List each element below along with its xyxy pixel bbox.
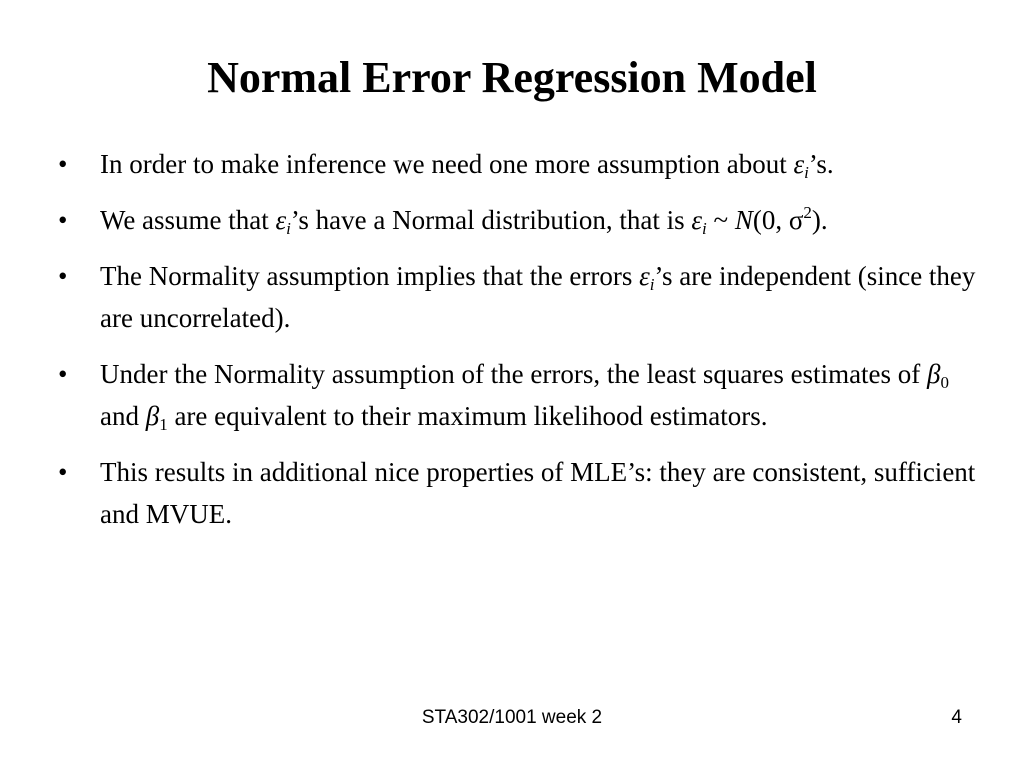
subscript-i: i: [804, 163, 809, 182]
bullet-marker: •: [58, 261, 68, 291]
subscript-0: 0: [940, 373, 949, 392]
bullet-item-mle-properties: [58, 451, 978, 535]
text-segment: are equivalent to their maximum likelihood estimators.: [167, 401, 768, 431]
bullet-text: [100, 143, 978, 185]
bullet-item-inference-assumption: [58, 143, 978, 185]
bullet-text: This results in additional nice properties of MLE’s: they are consistent, sufficient and MVUE.: [100, 457, 976, 529]
slide-title: Normal Error Regression Model: [207, 53, 817, 102]
text-segment: ~: [706, 205, 735, 235]
footer-page-number: 4: [951, 707, 962, 728]
bullet-item-least-squares: [58, 353, 978, 437]
epsilon-symbol: ε: [793, 149, 805, 179]
bullet-text: [100, 255, 978, 339]
text-segment: In order to make inference we need one more assumption about: [100, 149, 794, 179]
subscript-i: i: [702, 219, 707, 238]
bullet-item-independence: [58, 255, 978, 339]
beta-symbol: β: [927, 359, 941, 389]
text-segment: and: [100, 401, 146, 431]
bullet-marker: •: [58, 205, 68, 235]
text-segment: ’s are independent (since they are uncorrelated).: [100, 261, 976, 333]
bullet-text: [100, 199, 978, 241]
epsilon-symbol: ε: [691, 205, 702, 235]
text-segment: (0, σ: [752, 205, 804, 235]
text-segment: Under the Normality assumption of the errors, the least squares estimates of: [100, 359, 928, 389]
bullet-marker: •: [58, 359, 68, 389]
bullet-marker: •: [58, 149, 68, 179]
epsilon-symbol: ε: [275, 205, 287, 235]
text-segment: ’s have a Normal distribution, that is: [290, 205, 692, 235]
text-segment: The Normality assumption implies that the errors: [100, 261, 640, 291]
text-segment: ).: [811, 205, 828, 235]
subscript-i: i: [649, 275, 655, 294]
footer-course-label: STA302/1001 week 2: [421, 707, 603, 728]
bullet-list: [58, 143, 978, 549]
subscript-1: 1: [159, 415, 168, 434]
bullet-item-normal-distribution: [58, 199, 978, 241]
text-segment: We assume that: [100, 205, 276, 235]
subscript-i: i: [286, 219, 291, 238]
text-segment: ’s.: [808, 149, 834, 179]
bullet-text: [100, 353, 978, 437]
epsilon-symbol: ε: [639, 261, 650, 291]
normal-symbol: N: [734, 205, 753, 235]
superscript-2: 2: [803, 203, 812, 222]
bullet-marker: •: [58, 457, 68, 487]
beta-symbol: β: [145, 401, 160, 431]
